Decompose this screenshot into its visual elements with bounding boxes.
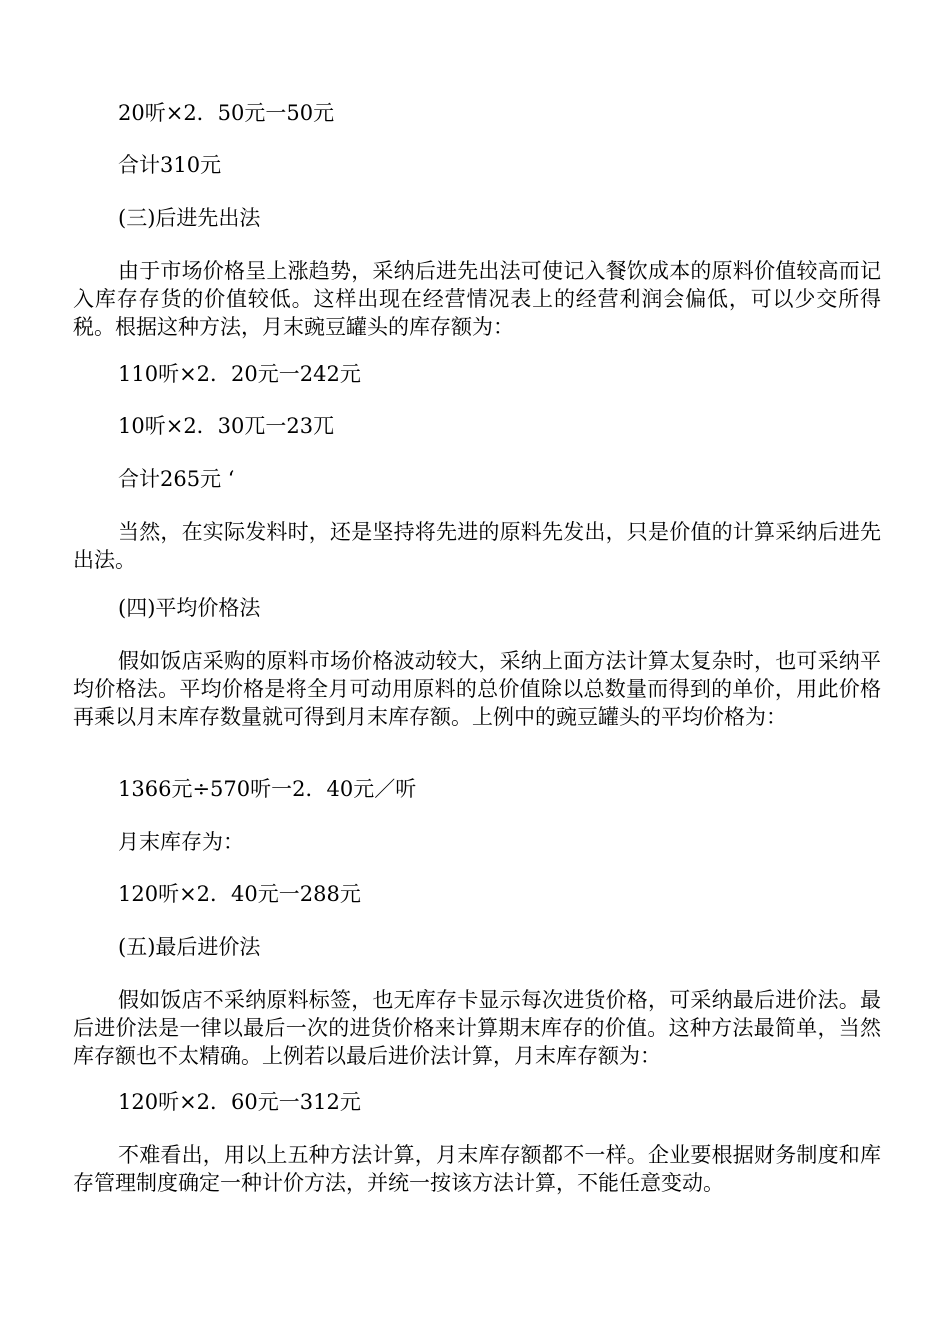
calc-line-average-price: 1366元÷570听一2．40元／听 (118, 777, 417, 801)
calc-line-last-price: 120听×2．60元一312元 (118, 1090, 361, 1114)
section-heading-last-price: (五)最后进价法 (118, 935, 261, 959)
lifo-note: 当然，在实际发料时，还是坚持将先进的原料先发出，只是价值的计算采纳后进先出法。 (73, 520, 881, 572)
calc-line-110-cans: 110听×2．20元一242元 (118, 362, 361, 386)
lifo-explanation: 由于市场价格呈上涨趋势，采纳后进先出法可使记入餐饮成本的原料价值较高而记入库存存货的价值较低。这样出现在经营情况表上的经营利润会偏低，可以少交所得税。根据这种方法，月末豌豆罐头的库存额为： (73, 259, 881, 339)
calc-line-10-cans: 10听×2．30兀一23兀 (118, 414, 335, 438)
section-heading-average: (四)平均价格法 (118, 596, 261, 620)
calc-line-20-cans: 20听×2．50元一50元 (118, 101, 335, 125)
total-line-310: 合计310元 (118, 153, 222, 177)
conclusion-paragraph: 不难看出，用以上五种方法计算，月末库存额都不一样。企业要根据财务制度和库存管理制度确定一种计价方法，并统一按该方法计算，不能任意变动。 (73, 1143, 881, 1195)
month-end-stock-label: 月末库存为： (118, 830, 244, 854)
section-heading-lifo: (三)后进先出法 (118, 206, 261, 230)
total-line-265: 合计265元 ‘ (118, 467, 235, 491)
last-price-explanation: 假如饭店不采纳原料标签，也无库存卡显示每次进货价格，可采纳最后进价法。最后进价法是一律以最后一次的进货价格来计算期末库存的价值。这种方法最简单，当然库存额也不太精确。上例若以最后进价法计算，月末库存额为： (73, 988, 881, 1068)
average-explanation: 假如饭店采购的原料市场价格波动较大，采纳上面方法计算太复杂时，也可采纳平均价格法。平均价格是将全月可动用原料的总价值除以总数量而得到的单价，用此价格再乘以月末库存数量就可得到月末库存额。上例中的豌豆罐头的平均价格为： (73, 649, 881, 729)
calc-line-average-stock: 120听×2．40元一288元 (118, 882, 361, 906)
